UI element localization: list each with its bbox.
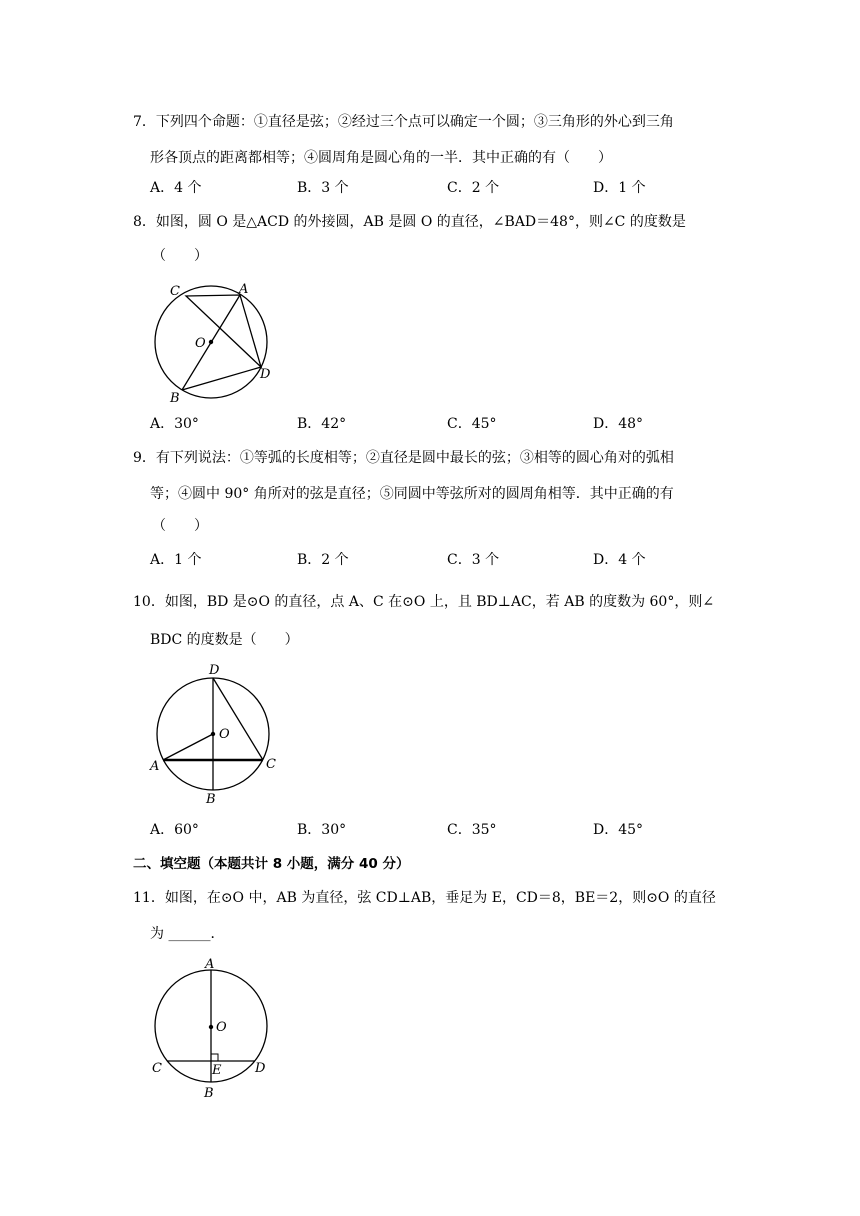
q10-figure [148,660,288,810]
q7-option-c[interactable]: C．2 个 [447,180,500,196]
q10-center-dot [211,732,215,736]
q10-radius-oa [163,734,213,760]
q8-triangle-acd [186,295,261,367]
q11-label-d: D [255,1061,266,1076]
q10-option-a[interactable]: A．60° [150,822,199,838]
q9-option-a[interactable]: A．1 个 [150,552,202,568]
q8-line1: 8．如图，圆 O 是△ACD 的外接圆，AB 是圆 O 的直径，∠BAD＝48°，则∠C 的度数是 [133,214,686,230]
q8-figure [150,278,290,408]
q9-line1: 9．有下列说法：①等弧的长度相等；②直径是圆中最长的弦；③相等的圆心角对的弧相 [133,450,674,466]
q11-label-c: C [152,1061,162,1076]
q10-chord-dc [213,678,263,760]
q11-label-b: B [204,1086,214,1101]
q9-option-b[interactable]: B．2 个 [297,552,349,568]
q10-line2: BDC 的度数是（ ） [150,632,299,648]
q7-option-a[interactable]: A．4 个 [150,180,202,196]
q8-option-c[interactable]: C．45° [447,416,497,432]
q11-label-e: E [212,1063,222,1078]
q8-option-a[interactable]: A．30° [150,416,199,432]
q7-option-d[interactable]: D．1 个 [593,180,646,196]
q8-line2: （ ） [152,248,208,264]
q10-label-c: C [266,757,276,772]
q11-figure [145,954,285,1104]
q10-line1: 10．如图，BD 是⊙O 的直径，点 A、C 在⊙O 上，且 BD⊥AC，若 AB 的度数为 60°，则∠ [133,594,715,610]
q10-label-a: A [150,759,160,774]
q9-option-c[interactable]: C．3 个 [447,552,500,568]
q7-option-b[interactable]: B．3 个 [297,180,349,196]
q10-label-b: B [206,792,216,807]
q8-label-a: A [239,282,249,297]
q7-line1: 7．下列四个命题：①直径是弦；②经过三个点可以确定一个圆；③三角形的外心到三角 [133,114,674,130]
q10-option-c[interactable]: C．35° [447,822,497,838]
q11-label-a: A [205,957,215,972]
q8-label-b: B [170,391,180,406]
q11-right-angle-mark [211,1054,218,1061]
q8-option-b[interactable]: B．42° [297,416,347,432]
q8-label-o: O [195,336,206,351]
q11-line2: 为 ______． [150,926,225,942]
q7-line2: 形各顶点的距离都相等；④圆周角是圆心角的一半．其中正确的有（ ） [150,150,612,166]
q8-label-c: C [170,284,180,299]
q10-label-o: O [219,727,230,742]
q8-center-dot [209,340,213,344]
q10-label-d: D [209,663,220,678]
q10-option-b[interactable]: B．30° [297,822,347,838]
q9-option-d[interactable]: D．4 个 [593,552,646,568]
section2-title: 二、填空题（本题共计 8 小题，满分 40 分） [133,856,410,872]
q10-option-d[interactable]: D．45° [593,822,644,838]
q11-label-o: O [216,1020,227,1035]
q9-line2: 等；④圆中 90° 角所对的弦是直径；⑤同圆中等弦所对的圆周角相等．其中正确的有 [150,486,674,502]
q11-line1: 11．如图，在⊙O 中，AB 为直径，弦 CD⊥AB，垂足为 E，CD＝8，BE＝2，则⊙O 的直径 [133,890,716,906]
q9-line3: （ ） [152,518,208,534]
q8-label-d: D [260,367,271,382]
q11-center-dot [209,1025,213,1029]
q8-option-d[interactable]: D．48° [593,416,644,432]
